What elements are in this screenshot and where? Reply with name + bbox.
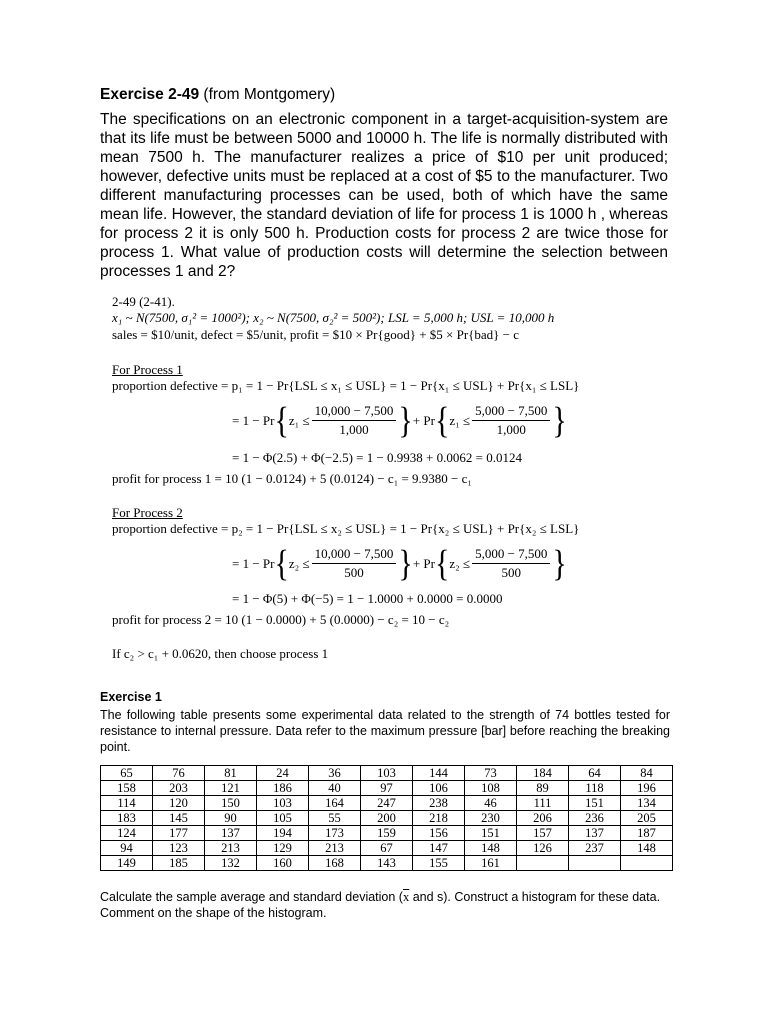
process-1-result: = 1 − Φ(2.5) + Φ(−2.5) = 1 − 0.9938 + 0.0062 = 0.0124 [232,450,522,465]
table-cell: 213 [309,841,361,856]
table-cell: 187 [621,826,673,841]
exercise-1-task-part-2: and s). Construct a histogram for these data. Comment on the shape of the histogram. [100,890,661,920]
table-cell: 151 [569,796,621,811]
table-cell: 97 [361,781,413,796]
table-cell: 184 [517,766,569,781]
table-cell: 148 [621,841,673,856]
table-cell: 160 [257,856,309,871]
table-row [101,856,673,871]
process-2-heading: For Process 2 [112,505,183,520]
table-cell: 213 [205,841,257,856]
bottle-strength-table [100,765,673,871]
table-cell: 121 [205,781,257,796]
table-cell: 186 [257,781,309,796]
table-cell: 149 [101,856,153,871]
table-row [101,841,673,856]
table-cell: 106 [413,781,465,796]
process-1-heading: For Process 1 [112,362,183,377]
process-1-standardization: = 1 − Pr{z₁ ≤ $\frac{10,000 - 7,500}{1,000}$ }+ Pr{z₁ ≤ $\frac{5,000 - 7,500}{1,000}$ } [232,399,567,441]
table-cell: 196 [621,781,673,796]
table-cell: 76 [153,766,205,781]
process-2-fraction-lower: $\frac{5,000 - 7,500}{500}$ [472,546,550,581]
exercise-2-49-source: (from Montgomery) [199,86,336,103]
table-cell: 64 [569,766,621,781]
table-cell: 237 [569,841,621,856]
table-cell: 124 [101,826,153,841]
table-cell: 218 [413,811,465,826]
bottle-strength-table-body [101,766,673,871]
table-cell: 151 [465,826,517,841]
table-cell: 84 [621,766,673,781]
process-1-proportion-defective: proportion defective = p₁ = 1 − Pr{LSL ≤ x₁ ≤ USL} = 1 − Pr{x₁ ≤ USL} + Pr{x₁ ≤ LSL} [112,378,580,393]
table-cell: 94 [101,841,153,856]
process-1-plus: + Pr [412,412,435,428]
table-cell: 156 [413,826,465,841]
table-cell: 147 [413,841,465,856]
table-cell: 126 [517,841,569,856]
table-cell: 55 [309,811,361,826]
table-cell: 129 [257,841,309,856]
table-row [101,796,673,811]
exercise-2-49-title: Exercise 2-49 [100,86,200,103]
process-1-eq-prefix: = 1 − Pr [232,412,275,428]
table-cell: 120 [153,796,205,811]
table-cell: 134 [621,796,673,811]
table-cell: 185 [153,856,205,871]
table-cell: 73 [465,766,517,781]
table-cell: 238 [413,796,465,811]
table-row [101,781,673,796]
table-cell: 155 [413,856,465,871]
table-row [101,766,673,781]
table-cell: 150 [205,796,257,811]
sample-mean-symbol: $\overline{x}$ [402,890,410,904]
process-1-z-upper: z₁ ≤ [288,412,310,428]
table-cell: 67 [361,841,413,856]
table-cell: 194 [257,826,309,841]
table-cell: 103 [361,766,413,781]
table-cell: 114 [101,796,153,811]
table-cell: 103 [257,796,309,811]
process-1-fraction-lower: $\frac{5,000 - 7,500}{1,000}$ [472,403,550,438]
process-2-profit: profit for process 2 = 10 (1 − 0.0000) + 5 (0.0000) − c₂ = 10 − c₂ [112,612,450,627]
table-cell: 183 [101,811,153,826]
table-cell: 145 [153,811,205,826]
exercise-2-49-heading [100,86,335,104]
table-cell: 164 [309,796,361,811]
table-cell: 81 [205,766,257,781]
table-cell: 132 [205,856,257,871]
table-cell: 158 [101,781,153,796]
process-2-standardization: = 1 − Pr{z₂ ≤ $\frac{10,000 - 7,500}{500}$ }+ Pr{z₂ ≤ $\frac{5,000 - 7,500}{500}$ } [232,542,567,584]
table-cell: 36 [309,766,361,781]
table-cell: 230 [465,811,517,826]
table-cell: 161 [465,856,517,871]
solution-reference: 2-49 (2-41). [112,294,175,309]
process-2-proportion-defective: proportion defective = p₂ = 1 − Pr{LSL ≤ x₂ ≤ USL} = 1 − Pr{x₂ ≤ USL} + Pr{x₂ ≤ LSL} [112,521,580,536]
process-2-eq-prefix: = 1 − Pr [232,555,275,571]
table-cell: 148 [465,841,517,856]
table-cell: 236 [569,811,621,826]
table-cell: 144 [413,766,465,781]
solution-givens: x₁ ~ N(7500, σ₁² = 1000²); x₂ ~ N(7500, σ₂² = 500²); LSL = 5,000 h; USL = 10,000 h [112,310,555,325]
table-cell: 205 [621,811,673,826]
process-2-fraction-upper: $\frac{10,000 - 7,500}{500}$ [312,546,397,581]
process-1-fraction-upper: $\frac{10,000 - 7,500}{1,000}$ [312,403,397,438]
table-cell: 247 [361,796,413,811]
table-cell: 203 [153,781,205,796]
solution-sales-line: sales = $10/unit, defect = $5/unit, profit = $10 × Pr{good} + $5 × Pr{bad} − c [112,327,520,342]
table-cell: 123 [153,841,205,856]
table-cell: 137 [569,826,621,841]
table-cell: 177 [153,826,205,841]
process-1-z-lower: z₁ ≤ [449,412,471,428]
process-1-profit: profit for process 1 = 10 (1 − 0.0124) + 5 (0.0124) − c₁ = 9.9380 − c₁ [112,471,472,486]
table-cell: 168 [309,856,361,871]
table-cell [569,856,621,871]
process-2-result: = 1 − Φ(5) + Φ(−5) = 1 − 1.0000 + 0.0000 = 0.0000 [232,591,503,606]
table-cell: 143 [361,856,413,871]
table-row [101,811,673,826]
table-cell: 137 [205,826,257,841]
exercise-1-heading: Exercise 1 [100,690,162,704]
table-cell: 105 [257,811,309,826]
table-cell: 90 [205,811,257,826]
exercise-2-49-statement: The specifications on an electronic component in a target-acquisition-system are that its life must be between 5000 and 10000 h. The life is normally distributed with mean 7500 h. The manufacturer realizes a price of $10 per unit produced; however, defective units must be replaced at a cost of $5 to the manufacturer. Two different manufacturing processes can be used, both of which have the same mean life. However, the standard deviation of life for process 1 is 1000 h , whereas for process 2 it is only 500 h. Production costs for process 2 are twice those for process 1. What value of production costs will determine the selection between processes 1 and 2? [100,111,668,280]
exercise-1-task-part-1: Calculate the sample average and standard deviation ( [100,890,403,904]
process-2-z-lower: z₂ ≤ [449,555,471,571]
table-cell: 24 [257,766,309,781]
table-cell: 46 [465,796,517,811]
process-2-plus: + Pr [412,555,435,571]
table-cell: 159 [361,826,413,841]
table-cell: 89 [517,781,569,796]
table-cell [621,856,673,871]
process-2-z-upper: z₂ ≤ [288,555,310,571]
solution-conclusion: If c₂ > c₁ + 0.0620, then choose process 1 [112,646,329,661]
table-cell: 200 [361,811,413,826]
table-cell: 118 [569,781,621,796]
table-row [101,826,673,841]
table-cell: 111 [517,796,569,811]
exercise-1-task [100,889,670,921]
table-cell: 157 [517,826,569,841]
table-cell: 206 [517,811,569,826]
table-cell: 40 [309,781,361,796]
exercise-1-statement: The following table presents some experimental data related to the strength of 74 bottles tested for resistance to internal pressure. Data refer to the maximum pressure [bar] before reaching the breaking point. [100,708,670,754]
table-cell: 108 [465,781,517,796]
table-cell [517,856,569,871]
table-cell: 173 [309,826,361,841]
table-cell: 65 [101,766,153,781]
